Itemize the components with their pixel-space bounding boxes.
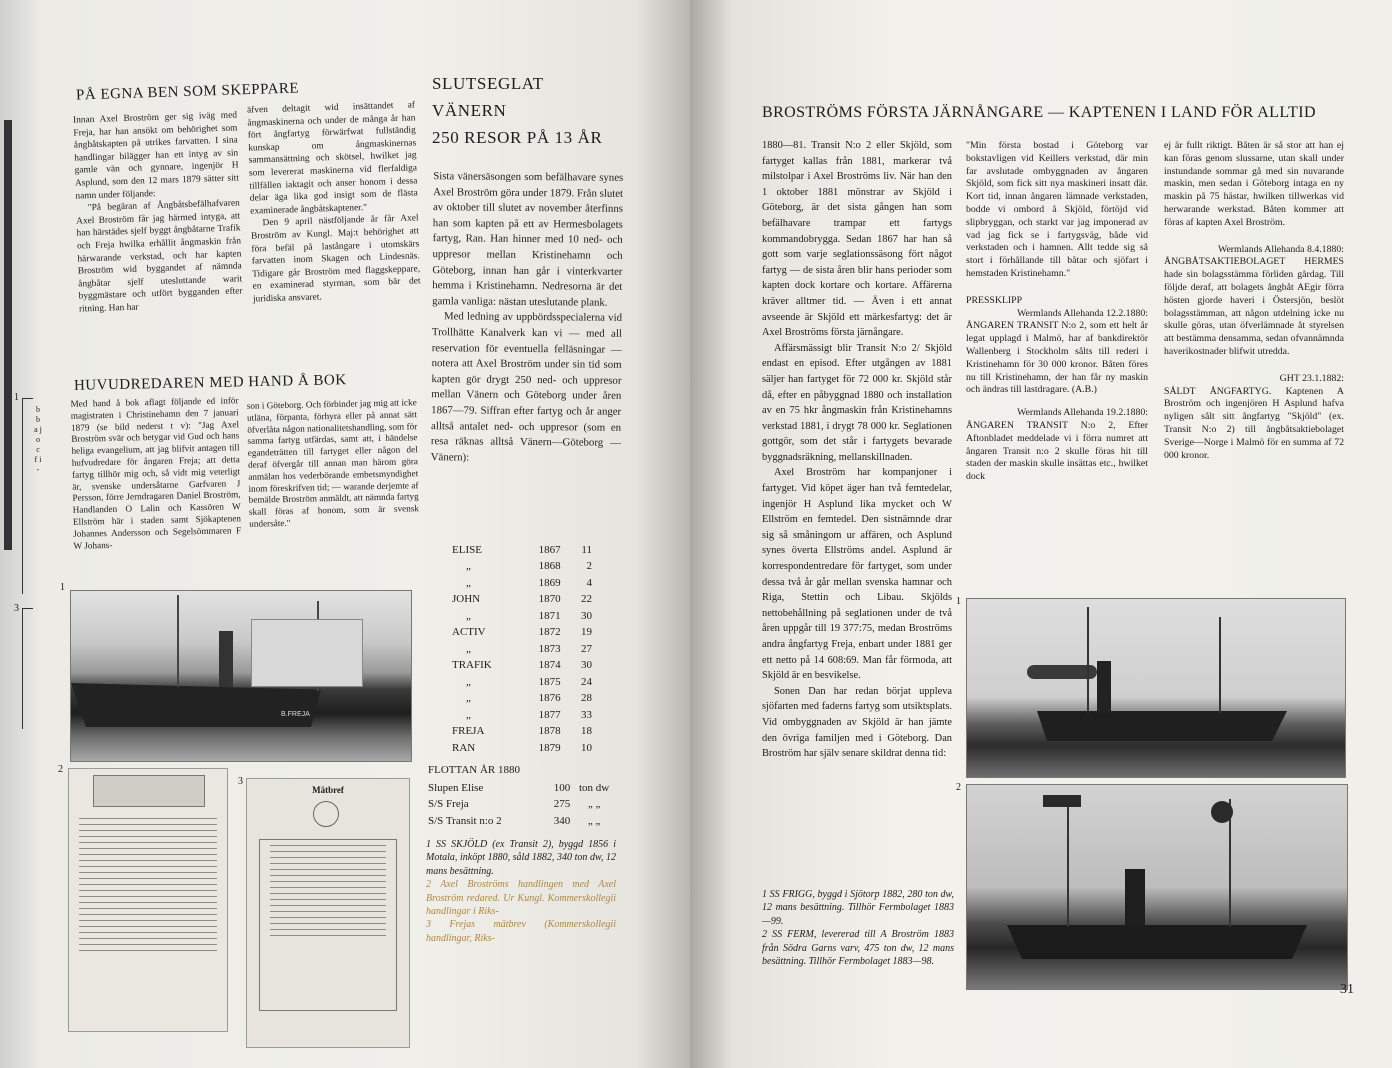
right-page-title: BROSTRÖMS FÖRSTA JÄRNÅNGARE — KAPTENEN I LAND FÖR ALLTID (762, 104, 1316, 121)
ship-funnel-shape (1125, 869, 1145, 927)
clip-text: ÅNGAREN TRANSIT N:o 2, som ett helt år legat upplagd i Malmö, har af bankdirektör Wallenberg i Stockholm sålts till rederi i Kristinehamn för 30 000 kronor. Båten föres nu till Kristinehamn, der han får ny maskin och ändras till lastdragare. (A.B.) (966, 320, 1148, 396)
voyage-year: 1873 (538, 642, 561, 655)
voyage-trips: 4 (586, 576, 592, 589)
voyage-trips: 28 (581, 692, 592, 705)
left-page (0, 0, 690, 1068)
fleet-unit: ton dw (579, 781, 610, 794)
voyage-row (452, 559, 592, 576)
quote: "Min första bostad i Göteborg var bokstavligen vid Keillers verkstad, där min far avslutade ombyggnaden av ångaren Skjöld, som fick sitt nya maskineri insatt där. Kort tid, innan ångaren lämnade verkstaden, bodde vi ombord å Skjöld, förtöjd vid slipbryggan, och starkt var jag imponerad av vad jag fick se i fartygsväg, både vid verkstaden och i hamnen. Allt tedde sig så stort i förhållande till båtar och sjöfart i hemstaden Kristinehamn." (966, 140, 1148, 279)
clip-source: Wermlands Allehanda 12.2.1880: (1017, 307, 1148, 319)
voyage-ship: „ (466, 692, 471, 705)
voyage-row (452, 740, 592, 757)
ship-mast-shape (1067, 795, 1069, 927)
voyage-ship: „ (466, 560, 471, 573)
paragraph: Axel Broström har kompanjoner i fartyget. Vid köpet äger han två femtedelar, ingenjör H Asplund lika mycket och W Ellström en femtedel. Den sistnämnde drar sig så småningom ur affären, och Asplund synes överta Ellströms andel. Asplund är korrespondentredare för fartyget, som under dessa två år går mellan svenska hamnar och Riga, Stettin och Libau. Skjölds nettobehållning på seglationen under de två åren uppgår till 19 377:75, medan Broströms andra ångfartyg Freja, enbart under 1881 ger ett netto på 14 608:69. Man får förmoda, att Skjöld är en besvikelse. (762, 467, 952, 682)
right-col2 (966, 140, 1148, 484)
voyage-trips: 22 (581, 593, 592, 606)
caption: 2 Axel Broströms handlingen med Axel Broström redared. Ur Kungl. Kommerskollegii handlingar i Riks- (426, 879, 616, 918)
voyage-row (452, 641, 592, 658)
voyage-row (452, 724, 592, 741)
voyage-year: 1876 (538, 692, 561, 705)
voyage-row (452, 674, 592, 691)
fleet-title: FLOTTAN ÅR 1880 (428, 764, 521, 776)
section3-text (431, 169, 624, 467)
voyage-year: 1879 (538, 741, 561, 754)
crest-icon (313, 801, 339, 827)
document-matbref (246, 778, 410, 1048)
photo-steamship-harbor (70, 590, 412, 762)
caption: 3 Frejas mätbrev (Kommerskollegii handlingar, Riks- (426, 919, 616, 944)
paragraph: 1880—81. Transit N:o 2 eller Skjöld, som fartyget kallas från 1881, markerar två milstolpar i Axel Broströms liv. När han den 1 oktober 1881 mönstrar av Skjöld i Göteborg, är det sista gången han som befälhavare trampar ett fartygs kommandobrygga. Sedan 1867 har han så gott som varje seglationssäsong fört något fartyg — de sista åren blir hans perioder som kapten dock kortare och kortare. Affärerna kräver alltmer tid. — Även i ett annat avseende är Skjöld ett märkesfartyg: det är Axel Broströms första järnångare. (762, 140, 952, 339)
left-captions (426, 838, 616, 945)
voyage-ship: RAN (452, 741, 476, 754)
press-title: PRESSKLIPP (966, 294, 1023, 306)
voyage-year: 1867 (538, 543, 561, 556)
voyage-ship: FREJA (452, 725, 485, 738)
voyage-year: 1875 (538, 675, 561, 688)
title-line: VÄNERN (432, 101, 507, 120)
clip-text: ej är fullt riktigt. Båten är så stor att han ej kan föras genom slussarne, utan skall under instundande sommar gå med sin nuvarande maskin, men sedan i Göteborg intaga en ny maskin på 75 hästar, hwilken tillwerkas vid herwarande werkstad. Båten kommer att föras af kapten Axel Broström. (1164, 140, 1344, 228)
voyage-trips: 11 (581, 543, 592, 556)
building-shape (251, 619, 363, 687)
right-col3 (1164, 140, 1344, 462)
handwritten-document-oath (68, 768, 228, 1032)
fleet-name: Slupen Elise (428, 781, 484, 794)
boat-name-label: B.FREJA (281, 711, 310, 718)
voyage-ship: „ (466, 708, 471, 721)
section-title-egna-ben: PÅ EGNA BEN SOM SKEPPARE (75, 80, 300, 104)
voyage-trips: 24 (581, 675, 592, 688)
paragraph: Med hand å bok aflagt följande ed inför magistraten i Christinehamn den 7 januari 1879 (se bild nederst t v): "Jag Axel Broström svär och betygar vid Gud och hans heliga evangelium, att jag blifvit antagen till hufvudredare för ångaren Freja; att detta fartyg tillhör mig och, så vidt mig veterligt är, svenske undersåtarne Garfvaren J Persson, förre Jerndragaren Daniel Broström, Handlanden O Lalin och Kassören W Ellström här i staden samt Sjökaptenen Johannes Andersson och Segelsömmaren F W Johans- (70, 395, 242, 551)
voyage-year: 1872 (538, 626, 561, 639)
fleet-row (428, 780, 618, 797)
fleet-qty: 340 (553, 814, 571, 827)
figure-number-2: 2 (58, 764, 63, 775)
voyage-ship: „ (466, 609, 471, 622)
paragraph: Sista vänersäsongen som befälhavare synes Axel Broström göra under 1879. Från slutet av oktober till slutet av november återfinns han som kapten på ett av Hermesbolagets fartyg, Ran. Han hinner med 10 ned- och uppresor mellan Kristinehamn och Göteborg, innan han går i vinterkvarter hemma i Kristinehamn. Nedresorna är det gamla vanliga: nästan uteslutande plank. (432, 170, 624, 309)
paragraph: Den 9 april nästföljande år får Axel Broström av Kungl. Maj:t behörighet att föra befäl på lastångare i utomskärs farvatten inom Skagen och Lindesnäs. Tidigare går Broström med flaggskeppare, en examinerad styrman, som bär det juridiska ansvaret. (250, 213, 421, 305)
voyage-ship: „ (466, 642, 471, 655)
figure-number-3: 3 (238, 776, 243, 787)
voyage-row (452, 625, 592, 642)
margin-bracket (22, 398, 33, 594)
clip-source: Wermlands Allehanda 19.2.1880: (1017, 407, 1148, 419)
title-line: 250 RESOR PÅ 13 ÅR (432, 128, 603, 147)
voyage-year: 1869 (538, 576, 561, 589)
voyage-trips: 27 (581, 642, 592, 655)
clip-text: SÅLDT ÅNGFARTYG. Kaptenen A Broström och ingenjören H Asplund hafva nyligen sålt sitt ångfartyg "Skjöld" (ex. Transit N:o 2) till ångbåtsaktiebolaget Sverige—Norge i Malmö för en summa af 72 000 kronor. (1164, 385, 1344, 461)
page-number: 31 (1340, 982, 1354, 997)
ship-mast-shape (1219, 617, 1221, 713)
voyage-year: 1874 (538, 659, 561, 672)
voyage-row (452, 658, 592, 675)
voyage-year: 1877 (538, 708, 561, 721)
voyage-row (452, 691, 592, 708)
right-captions (762, 888, 954, 968)
title-line: SLUTSEGLAT (432, 74, 544, 93)
voyage-year: 1868 (538, 560, 561, 573)
clip-source: GHT 23.1.1882: (1279, 372, 1344, 384)
margin-mark-3: 3 (14, 603, 19, 614)
voyages-table (452, 542, 592, 757)
margin-vertical-text: b b a j o c f i - (34, 405, 42, 474)
document-letterhead-ornament (93, 775, 205, 807)
paragraph: "På begäran af Ångbåtsbefälhafvaren Axel Broström får jag härmed intyga, att han härstädes sjelf byggt ångbåtarne Trafik och Freja hwilka erhållit ångmaskin från härwarande verkstad, och har kapten Broström wid byggandet af nämnda ångbåtar sjelf utesluttande warit byggmästare och utfört bygganden efter ritning. Han har (76, 198, 243, 315)
fleet-unit: „ „ (587, 814, 601, 827)
voyage-ship: ELISE (452, 543, 482, 556)
section2-col2 (247, 397, 420, 530)
clip-source: Wermlands Allehanda 8.4.1880: (1217, 243, 1344, 255)
ship-hull-shape (1007, 925, 1307, 959)
section1-col1 (73, 109, 243, 316)
voyage-year: 1870 (538, 593, 561, 606)
voyage-trips: 2 (586, 560, 592, 573)
voyage-row (452, 608, 592, 625)
caption: 1 SS SKJÖLD (ex Transit 2), byggd 1856 i Motala, inköpt 1880, såld 1882, 340 ton dw, 12 mans besättning. (426, 839, 616, 877)
margin-mark-1: 1 (14, 392, 19, 403)
voyage-trips: 33 (581, 708, 592, 721)
photo-ss-ferm (966, 784, 1348, 990)
fleet-qty: 275 (553, 798, 571, 811)
voyage-year: 1871 (538, 609, 561, 622)
voyage-year: 1878 (538, 725, 561, 738)
fleet-name: S/S Transit n:o 2 (428, 814, 502, 827)
voyage-row (452, 707, 592, 724)
fleet-row (428, 813, 618, 830)
figure-number-1: 1 (956, 596, 961, 607)
document-table-frame (259, 839, 397, 1011)
section2-col1 (70, 395, 241, 552)
fleet-name: S/S Freja (428, 798, 469, 811)
flag-icon (1043, 795, 1081, 807)
ship-mast-shape (1087, 607, 1089, 713)
clip-text: ÅNGAREN TRANSIT N:o 2, Efter Aftonbladet meddelade vi i förra numret att ångaren Transit n:o 2 skulle föras hit till staden der maskin skulle insättas etc., hwilket dock (966, 419, 1148, 483)
caption: 1 SS FRIGG, byggd i Sjötorp 1882, 280 ton dw, 12 mans besättning. Tillhör Fermbolaget 1883—99. (762, 889, 954, 927)
voyage-row (452, 542, 592, 559)
voyage-trips: 30 (581, 659, 592, 672)
right-page (690, 0, 1392, 1068)
paragraph: Sonen Dan har redan börjat uppleva sjöfarten med faderns fartyg som utsiktsplats. Vid ombyggnaden av Skjöld är han jämte den övriga familjen med i Göteborg. Dan Broström har själv senare skildrat denna tid: (762, 685, 952, 760)
section1-col2 (247, 99, 421, 306)
paragraph: Innan Axel Broström ger sig iväg med Freja, har han ansökt om behörighet som ångbåtskapten på utrikes farvatten. I sina handlingar bilägger han ett intyg av sin gamle vän och gynnare, ingenjör H Asplund, som den 12 mars 1879 sätter sitt namn under följande: (72, 110, 240, 202)
document-title: Mätbref (312, 785, 344, 795)
paragraph: äfven deltagit wid insättandet af ångmaskinerna och under de många år han fört ångfartyg förwärfwat fullständig kunskap om ångmaskinernas sammansättning och skötsel, hwilket jag som levererat maskinerna vid flerfaldiga tillfällen iaktagit och anser honom i dessa delar äga lika god insigt som de flästa examinerade ångbåtskaptener." (246, 100, 418, 217)
voyage-row (452, 575, 592, 592)
paragraph: son i Göteborg. Och förbinder jag mig att icke utläna, förpanta, förhyra eller på annat sätt öfverlåta någon nationalitetshandling, som för samma fartyg utfärdas, samt att, i händelse egandeträtten till fartyget eller någon del deraf öfvergår till annan man härom göra anmälan hos vederbörande embetsmyndighet inom föreskrifven tid; — warande derjemte af bemälde Broström anmäldt, att nämnda fartyg skall föras af honom, som är svensk undersåte." (246, 397, 420, 529)
page-edge-strip (4, 120, 12, 550)
margin-bracket-2 (22, 608, 33, 729)
section-title-slutseglat (432, 70, 602, 151)
paragraph: Med ledning av uppbördsspecialerna vid Trollhätte Kanalverk kan vi — med all reservation för eventuella felläsningar — notera att Axel Broström under sin tid som kapten gör drygt 250 ned- och uppresor mellan Vänern och Göteborg under åren 1867—79. Siffran efter fartyg och år anger alltså antalet ned- och uppresor (som en resa räknas alltså Vänern—Göteborg —Vänern): (430, 310, 623, 464)
voyage-ship: „ (466, 576, 471, 589)
right-col1 (762, 138, 952, 762)
fleet-row (428, 797, 618, 814)
flag-icon (1211, 801, 1233, 823)
photo-ss-frigg (966, 598, 1346, 778)
fleet-qty: 100 (553, 781, 571, 794)
ship-mast-shape (177, 595, 179, 687)
figure-number-1: 1 (60, 582, 65, 593)
voyage-ship: „ (466, 675, 471, 688)
ship-funnel-shape (219, 631, 233, 687)
fleet-table (428, 780, 618, 830)
paragraph: Affärsmässigt blir Transit N:o 2/ Skjöld endast en episod. Efter utgången av 1881 säljer han fartyget för 72 000 kr. Skjöld står då, efter en påbyggnad 1880 och installation av en 75 hkr ångmaskin från Kristinehamns verkstad 1881, i drygt 78 000 kr. Seglationen gottgör, som det står i fartygets bevarade byggnadsräkning, mellanskillnaden. (762, 342, 952, 463)
voyage-trips: 19 (581, 626, 592, 639)
caption: 2 SS FERM, levererad till A Broström 1883 från Södra Garns varv, 475 ton dw, 12 mans besättning. Tillhör Fermbolaget 1883—98. (762, 929, 954, 968)
voyage-ship: TRAFIK (452, 659, 492, 672)
ship-funnel-shape (1097, 661, 1111, 713)
fleet-unit: „ „ (587, 798, 601, 811)
voyage-trips: 10 (581, 741, 592, 754)
ship-hull-shape (71, 683, 321, 727)
clip-text: ÅNGBÅTSAKTIEBOLAGET HERMES hade sin bolagsstämma förliden gårdag. Till följde deraf, att bolagets ångbåt AEgir förra hösten gjorde haveri i Östersjön, beslöt bolagsstämman, att någon utdelning icke nu skulle göras, utan öfverlämnade åt styrelsen att bestämma densamma, sedan ofvannämnda haverikostnader blifwit utredda. (1164, 256, 1344, 357)
voyage-trips: 18 (581, 725, 592, 738)
voyage-ship: JOHN (452, 593, 481, 606)
ship-hull-shape (1037, 711, 1287, 741)
voyage-ship: ACTIV (452, 626, 486, 639)
voyage-row (452, 592, 592, 609)
voyage-trips: 30 (581, 609, 592, 622)
figure-number-2: 2 (956, 782, 961, 793)
section-title-huvudredaren: HUVUDREDAREN MED HAND Å BOK (73, 372, 347, 394)
